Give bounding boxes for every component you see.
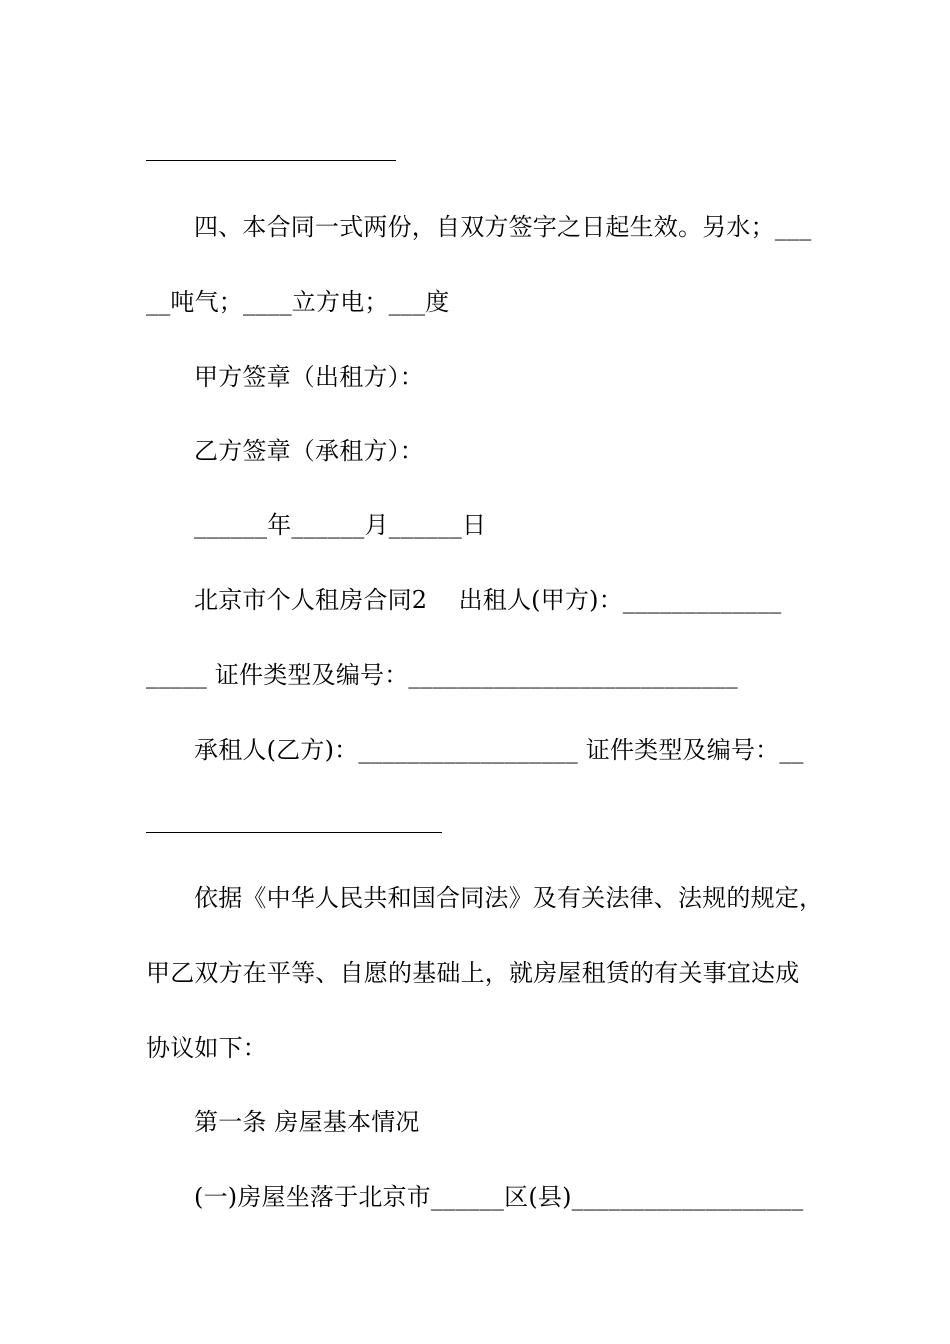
article-1-item-1: (一)房屋坐落于北京市______区(县)___________________ (194, 1183, 804, 1211)
date-line: ______年______月______日 (194, 511, 487, 539)
legal-basis-line-1: 依据《中华人民共和国合同法》及有关法律、法规的规定， (194, 884, 824, 912)
clause-four-line-1: 四、本合同一式两份，自双方签字之日起生效。另水；___ (194, 213, 812, 241)
blank-rule-top (146, 160, 396, 161)
contract-2-title-line: 北京市个人租房合同2 出租人(甲方)：_____________ (194, 586, 782, 614)
clause-four-line-2: __吨气；____立方电；___度 (146, 288, 450, 316)
legal-basis-line-3: 协议如下： (146, 1034, 267, 1062)
lessee-line: 承租人(乙方)：__________________ 证件类型及编号：__ (194, 736, 804, 764)
lessor-id-line: _____ 证件类型及编号：___________________________ (146, 661, 738, 689)
blank-rule-lessee-id (146, 832, 442, 833)
article-1-title: 第一条 房屋基本情况 (194, 1108, 420, 1136)
party-b-signature: 乙方签章（承租方）： (194, 437, 424, 465)
party-a-signature: 甲方签章（出租方）： (194, 363, 424, 391)
legal-basis-line-2: 甲乙双方在平等、自愿的基础上，就房屋租赁的有关事宜达成 (146, 959, 800, 987)
